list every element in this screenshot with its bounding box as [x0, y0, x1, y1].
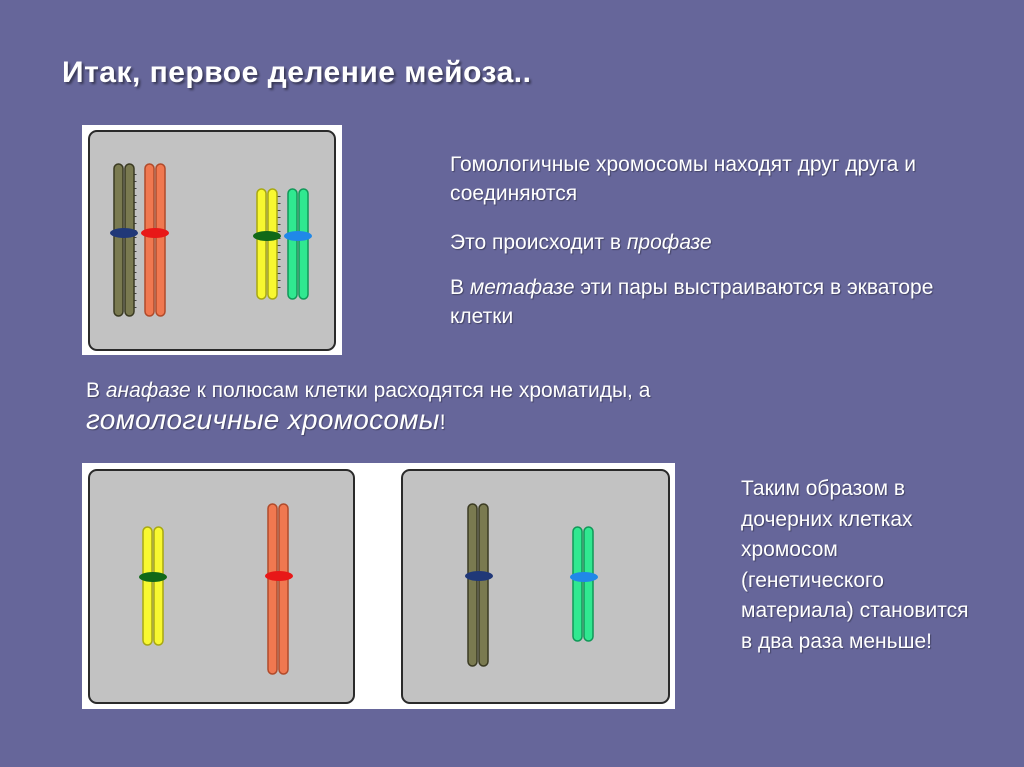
centromere-darkgreen [139, 572, 167, 582]
cell-metaphase [88, 130, 336, 351]
centromere-blue [284, 231, 312, 241]
slide-title: Итак, первое деление мейоза.. [62, 56, 532, 89]
centromere-blue [570, 572, 598, 582]
chromatid-yellow-1 [257, 189, 266, 299]
chromatid-orange-1 [268, 504, 277, 674]
text-homologs-pair: Гомологичные хромосомы находят друг друга и соединяются [450, 153, 916, 205]
text-anaphase: В анафазе к полюсам клетки расходятся не хроматиды, а гомологичные хромосомы! [86, 379, 651, 435]
daughter-cell-2-svg [403, 471, 672, 706]
term-metaphase: метафазе [469, 276, 575, 299]
chromatid-green-1 [573, 527, 582, 641]
chromatid-olive-1 [468, 504, 477, 666]
chromatid-green-1 [288, 189, 297, 299]
chromosome-yellow [139, 527, 167, 645]
chromatid-olive-2 [125, 164, 134, 316]
chromatid-yellow-2 [154, 527, 163, 645]
chromatid-yellow-2 [268, 189, 277, 299]
centromere-darkgreen [253, 231, 281, 241]
chromatid-orange-2 [156, 164, 165, 316]
term-anaphase: анафазе [105, 379, 191, 402]
text-metaphase: В метафазе эти пары выстраиваются в экваторе клетки [450, 276, 934, 328]
centromere-navy [465, 571, 493, 581]
chromatid-orange-2 [279, 504, 288, 674]
daughter-cell-1 [88, 469, 355, 704]
daughter-cells-diagram [82, 463, 675, 709]
bivalent-yellow-green [253, 189, 312, 299]
chromatid-orange-1 [145, 164, 154, 316]
chromatid-green-2 [584, 527, 593, 641]
chromatid-olive-1 [114, 164, 123, 316]
daughter-cell-1-svg [90, 471, 357, 706]
chromosome-olive [465, 504, 493, 666]
term-prophase: профазе [626, 231, 712, 254]
metaphase-svg [90, 132, 338, 353]
text-conclusion: Таким образом в дочерних клетках хромосом (генетического материала) становится в два раза меньше! [741, 477, 969, 653]
daughter-cell-2 [401, 469, 670, 704]
bivalent-olive-orange [110, 164, 169, 316]
term-homologous-chromosomes: гомологичные хромосомы [86, 404, 440, 435]
text-prophase: Это происходит в профазе [450, 231, 712, 254]
centromere-navy [110, 228, 138, 238]
chromatid-green-2 [299, 189, 308, 299]
chromosome-green [570, 527, 598, 641]
chromatid-olive-2 [479, 504, 488, 666]
metaphase-diagram [82, 125, 342, 355]
chromatid-yellow-1 [143, 527, 152, 645]
centromere-red [141, 228, 169, 238]
chromosome-orange [265, 504, 293, 674]
centromere-red [265, 571, 293, 581]
